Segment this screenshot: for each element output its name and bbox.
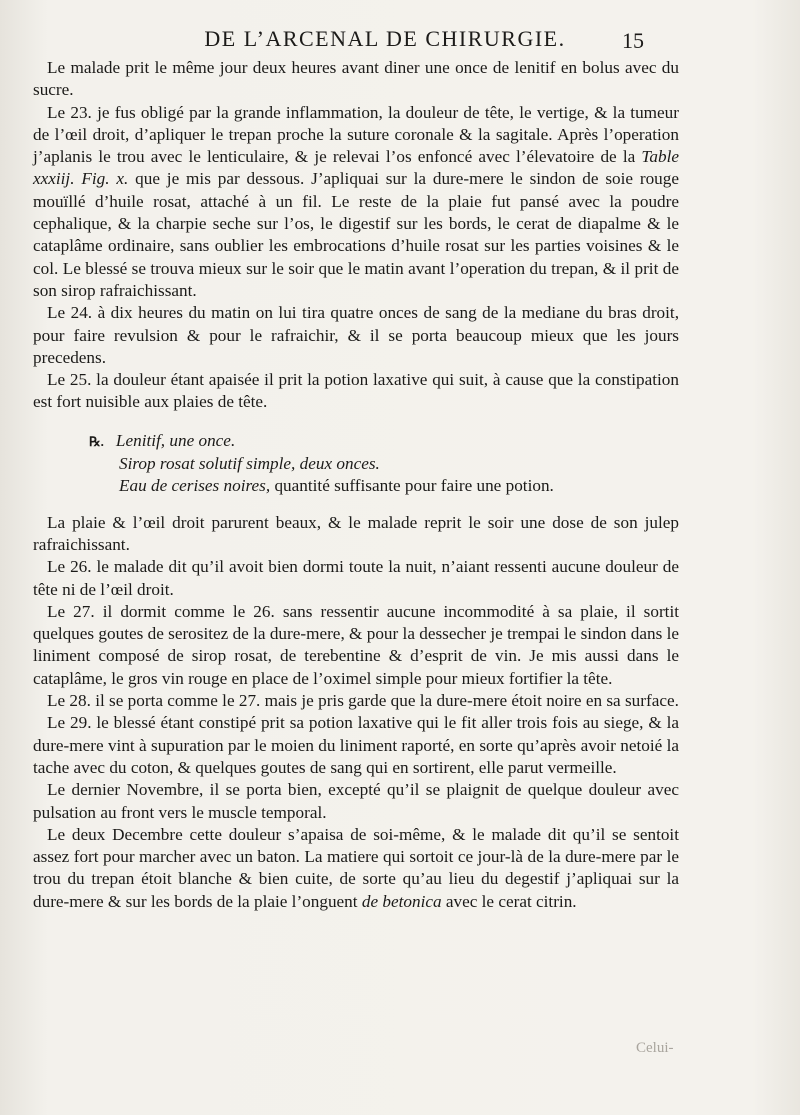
paragraph: Le 27. il dormit comme le 26. sans ressentir aucune incommodité à sa plaie, il sortit quelques goutes de serositez de la dure-mere, & pour la dessecher je trempai le sindon dans le liniment composé de sirop rosat, de terebentine & d’esprit de vin. Je mis aussi dans le cataplâme, le gros vin rouge en place de l’oximel simple pour mieux fortifier la tête. — [33, 601, 679, 688]
prescription-line: Sirop rosat solutif simple, deux onces. — [119, 454, 380, 474]
paragraph: Le 28. il se porta comme le 27. mais je pris garde que la dure-mere étoit noire en sa surface. — [47, 691, 679, 711]
paragraph-text: avec le cerat citrin. — [441, 891, 577, 911]
prescription — [89, 430, 679, 498]
running-title: DE L’ARCENAL DE CHIRURGIE. — [204, 26, 566, 51]
paragraph: Le dernier Novembre, il se porta bien, excepté qu’il se plaignit de quelque douleur avec pulsation au front vers le muscle temporal. — [33, 780, 679, 822]
paragraph-text: Le deux Decembre cette douleur s’apaisa de soi-même, & le malade dit qu’il se sentoit assez fort pour marcher avec un baton. La matiere qui sortoit ce jour-là de la dure-mere par le trou du trepan étoit blanche & bien cuite, de sorte qu’au lieu du degestif j’apliquai sur la dure-mere & sur les bords de la plaie l’onguent — [33, 824, 679, 911]
figure-reference: Table xxxiij. Fig. x. — [33, 147, 679, 189]
paragraph: Le malade prit le même jour deux heures avant diner une once de lenitif en bolus avec du sucre. — [33, 58, 679, 100]
prescription-item: Lenitif, une once. — [115, 430, 236, 450]
page-number: 15 — [622, 28, 644, 53]
paragraph: Le 29. le blessé étant constipé prit sa potion laxative qui le fit aller trois fois au siege, & la dure-mere vint à supuration par le moien du liniment raporté, en sorte qu’après avoir netoié la tache avec du coton, & quelques goutes de sang qui en sortirent, elle parut vermeille. — [33, 713, 679, 777]
paragraph-text: que je mis par dessous. J’apliquai sur la dure-mere le sindon de soie rouge mouïllé d’huile rosat, attaché à un fil. Le reste de la plaie fut pansé avec la poudre cephalique, & la charpie seche sur l’os, le digestif sur les bords, le cerat de diapalme & le cataplâme ordinaire, sans oublier les embrocations d’huile rosat sur les parties voisines & le col. Le blessé se trouva mieux sur le soir que le matin avant l’operation du trepan, & il prit de son sirop rafraichissant. — [33, 169, 679, 300]
paragraph — [33, 102, 679, 303]
prescription-line — [89, 430, 679, 453]
paragraph — [33, 824, 679, 913]
paragraph-text: Le 23. je fus obligé par la grande inflammation, la douleur de tête, le vertige, & la tumeur de l’œil droit, d’apliquer le trepan proche la suture coronale & la sagitale. Après l’operation j’aplanis le trou avec le lenticulaire, & je relevai l’os enfoncé avec l’élevatoire de la — [33, 102, 679, 167]
paragraph: Le 26. le malade dit qu’il avoit bien dormi toute la nuit, n’aiant ressenti aucune douleur de tête ni de l’œil droit. — [33, 557, 679, 599]
paragraph: Le 25. la douleur étant apaisée il prit la potion laxative qui suit, à cause que la constipation est fort nuisible aux plaies de tête. — [33, 370, 679, 412]
latin-term: de betonica — [361, 891, 442, 911]
paragraph: La plaie & l’œil droit parurent beaux, & le malade reprit le soir une dose de son julep rafraichissant. — [33, 512, 679, 554]
body-text — [33, 57, 679, 913]
paragraph: Le 24. à dix heures du matin on lui tira quatre onces de sang de la mediane du bras droit, pour faire revulsion & pour le rafraichir, & il se porta beaucoup mieux que les jours precedens. — [33, 303, 679, 367]
prescription-item: Eau de cerises noires, — [119, 476, 271, 496]
recipe-symbol: ℞. — [89, 433, 104, 449]
prescription-item: quantité suffisante pour faire une potion. — [270, 476, 554, 496]
prescription-line — [89, 475, 679, 497]
catchword: Celui- — [636, 1040, 674, 1056]
